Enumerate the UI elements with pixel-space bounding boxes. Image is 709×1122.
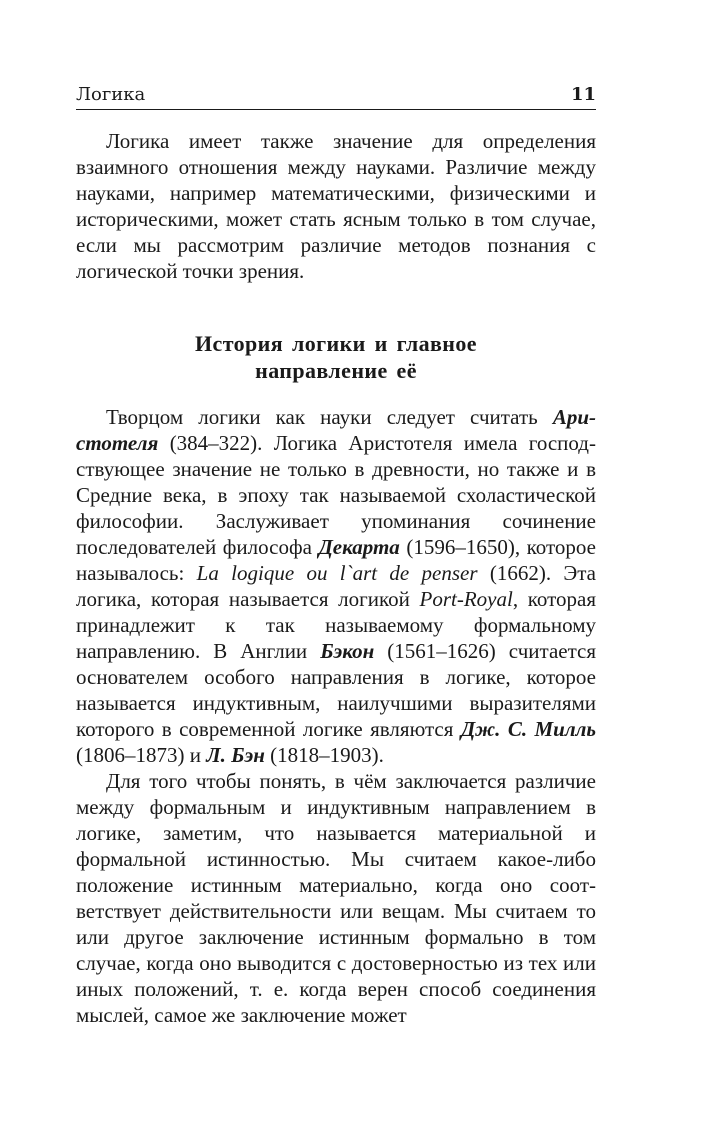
text-run: , которая принадлежит к так называемому формальному направлению. В Англии — [76, 587, 596, 663]
paragraph-history — [76, 404, 596, 768]
page-number: 11 — [570, 84, 596, 105]
page-body — [76, 128, 596, 1028]
text-run: (1662). Эта логика, которая называется логикой — [76, 561, 597, 611]
section-heading — [76, 330, 596, 384]
paragraph-truth: Для того чтобы понять, в чём заключается различие между формальным и индуктивным направлением в логике, заметим, что называется материальной и формальной истинностью. Мы считаем какое-либо положение истинным материально, когда оно соответствует действительности или вещам. Мы считаем то или другое заключение истинным формально в том случае, когда оно выводится с достоверностью из тех или иных положений, т. е. когда верен способ соединения мыслей, самое же заключение может — [76, 769, 596, 1027]
port-royal: Port-Royal — [419, 587, 513, 611]
paragraph-logic-relations: Логика имеет также значение для определения взаимного отношения между науками. Различие между науками, например математическими, физическими и историческими, может стать ясным только в том случае, если мы рассмотрим различие методов познания с логической точки зрения. — [76, 129, 596, 283]
section-heading-line-2: направление её — [255, 358, 417, 383]
book-page — [76, 84, 596, 1028]
text-run: (1561–1626) считается основателем особого направления в логике, которое называется индуктивным, наилучшими выразителями которого в современной логике являются — [76, 639, 596, 741]
name-bain: Л. Бэн — [206, 743, 265, 767]
running-header — [76, 84, 596, 110]
text-run: (1818–1903). — [264, 743, 384, 767]
section-heading-line-1: История логики и главное — [195, 331, 477, 356]
name-aristotle: Аристотеля — [76, 405, 596, 455]
book-title: La logique ou l`art de penser — [196, 561, 478, 585]
text-run: (384–322). Логика Аристотеля имела господствующее значение не только в древности, но также и в Средние века, в эпоху так называемой схоластической философии. Заслуживает упоминания сочинение последователей философа — [76, 431, 596, 559]
name-bacon: Бэкон — [320, 639, 375, 663]
text-run: (1806–1873) и — [76, 743, 207, 767]
name-mill: Дж. С. Милль — [460, 717, 596, 741]
running-head-title: Логика — [76, 84, 146, 105]
name-descartes: Декарта — [318, 535, 400, 559]
text-run: (1596–1650), которое называлось: — [76, 535, 596, 585]
text-run: Творцом логики как науки следует считать — [106, 405, 553, 429]
